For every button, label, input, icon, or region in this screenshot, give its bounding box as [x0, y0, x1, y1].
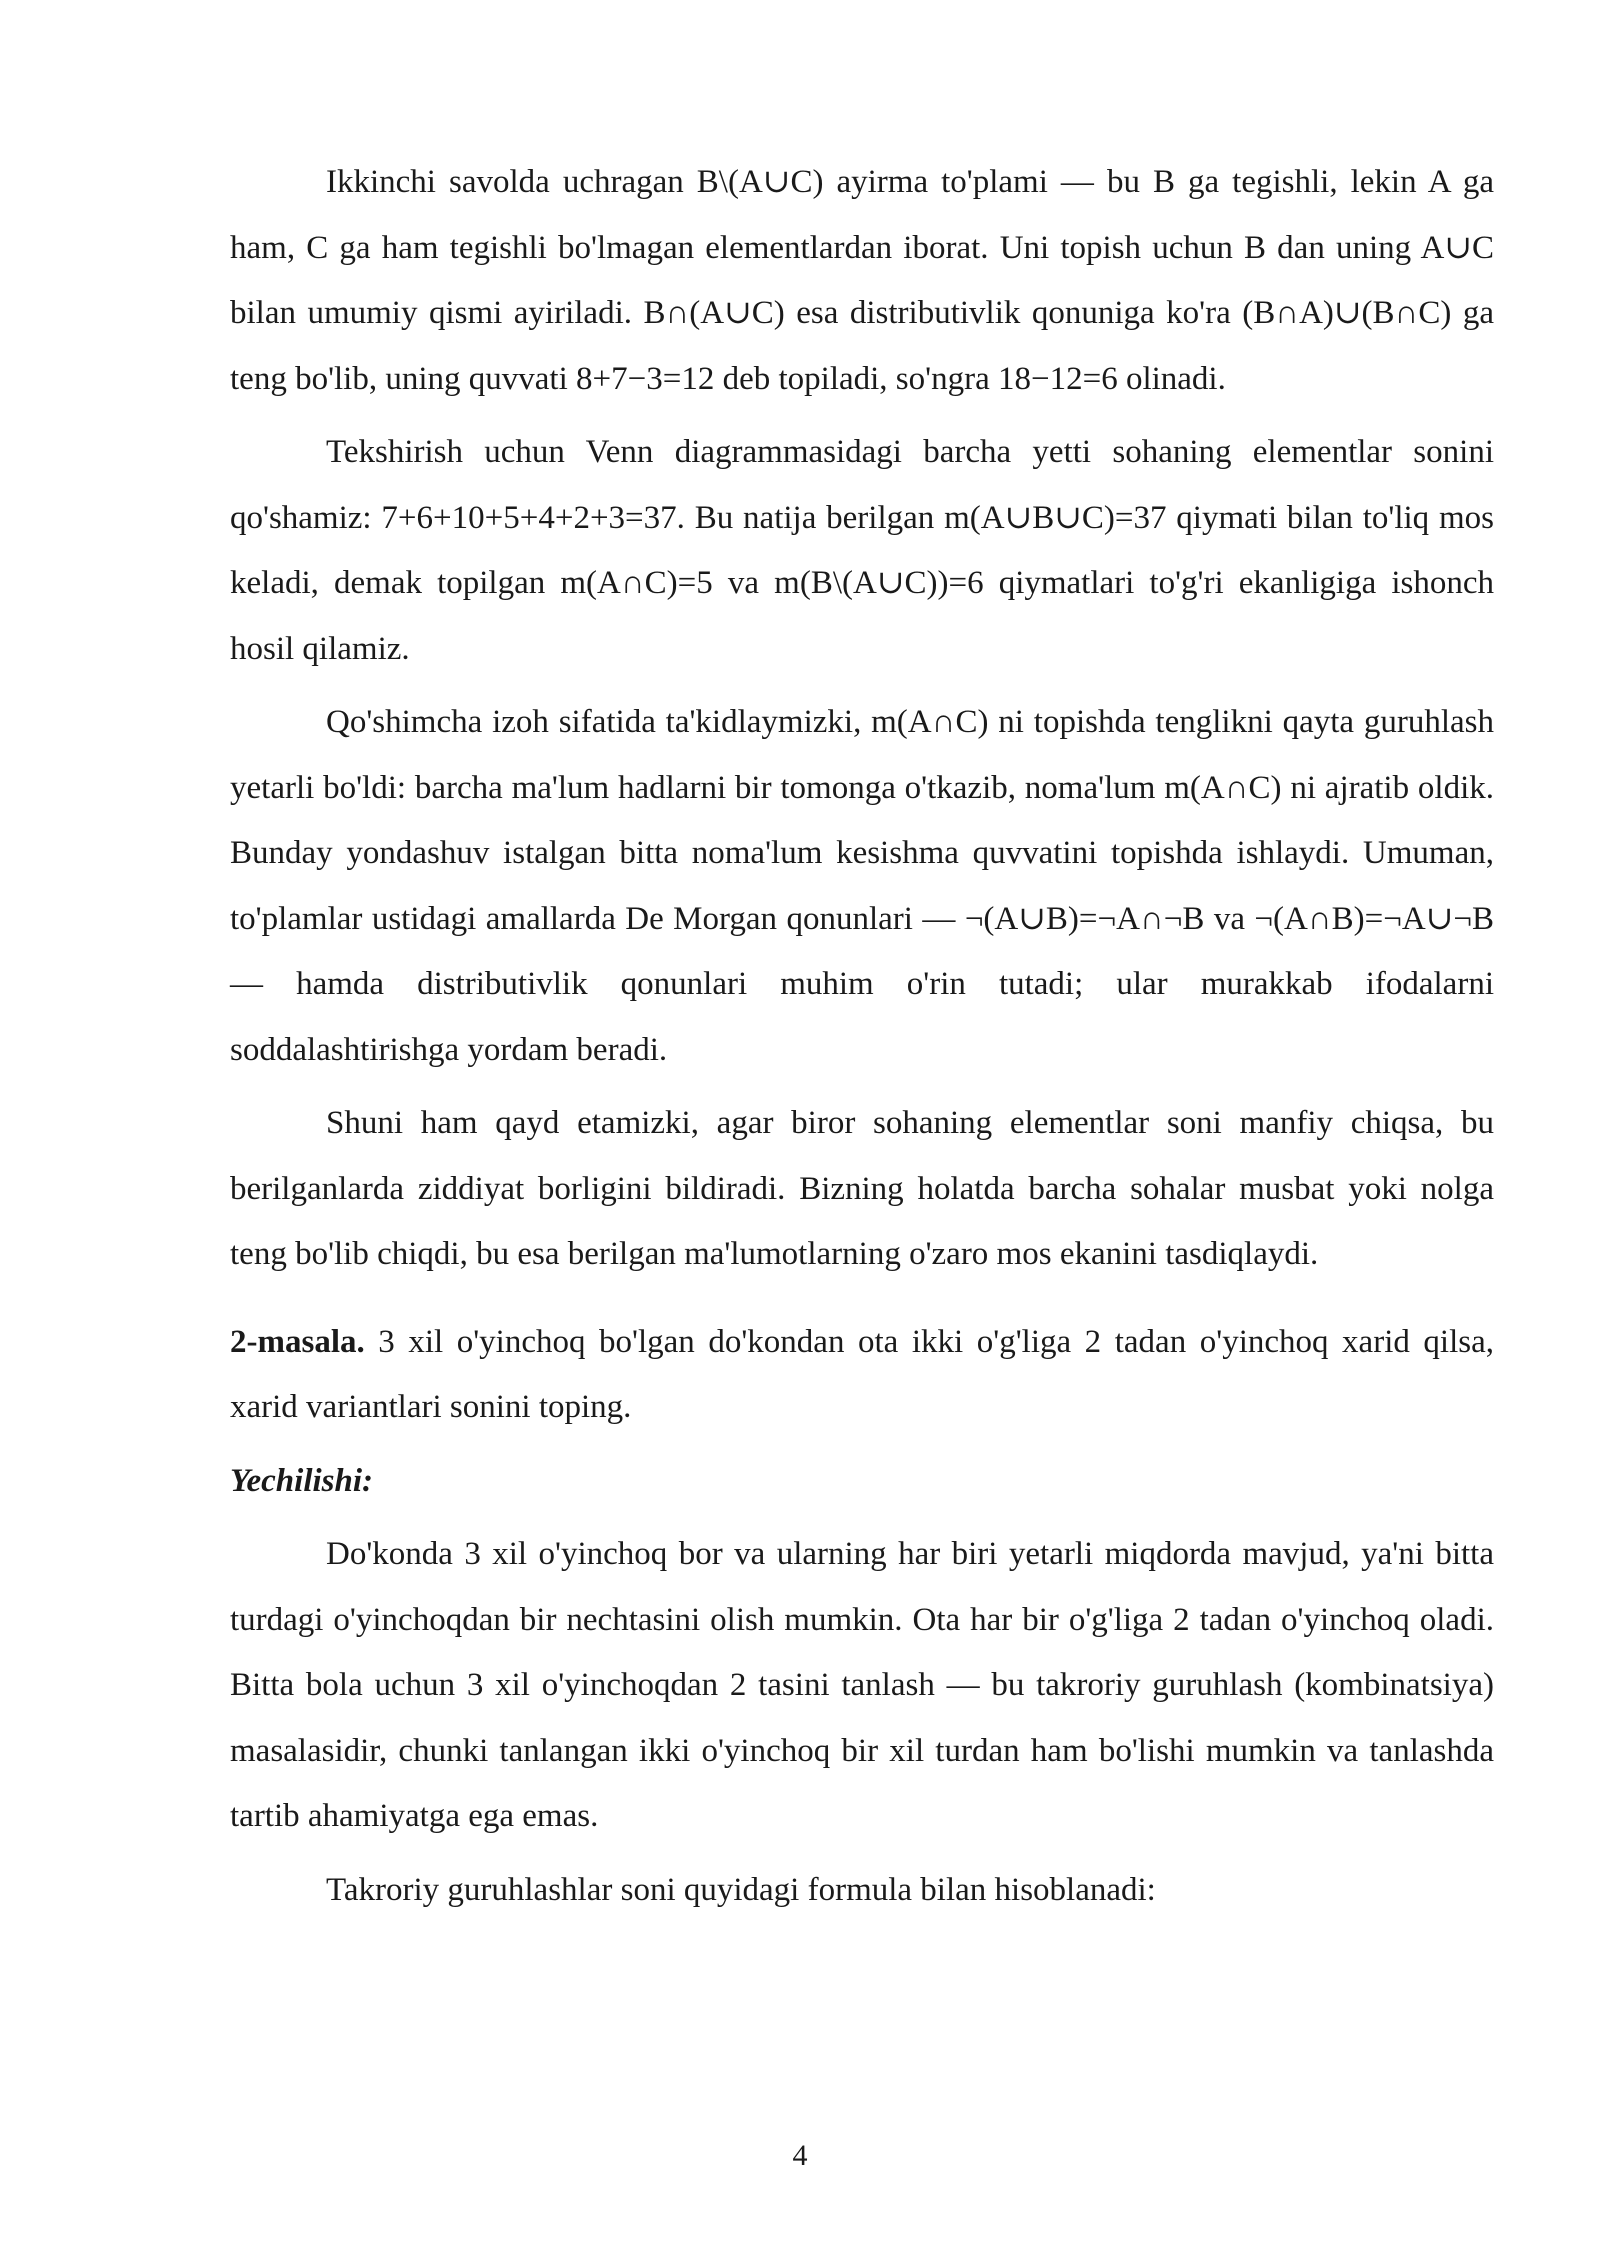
- paragraph-set-difference: Ikkinchi savolda uchragan B\(A∪C) ayirma to'plami — bu B ga tegishli, lekin A ga ham, C ga ham tegishli bo'lmagan elementlardan iborat. Uni topish uchun B dan uning A∪C bilan umumiy qismi ayiriladi. B∩(A∪C) esa distributivlik qonuniga ko'ra (B∩A)∪(B∩C) ga teng bo'lib, uning quvvati 8+7−3=12 deb topiladi, so'ngra 18−12=6 olinadi.: [230, 164, 1494, 397]
- problem-text: 3 xil o'yinchoq bo'lgan do'kondan ota ikki o'g'liga 2 tadan o'yinchoq xarid qilsa, xarid variantlari sonini toping.: [230, 1323, 1494, 1425]
- paragraph-de-morgan-note: Qo'shimcha izoh sifatida ta'kidlaymizki, m(A∩C) ni topishda tenglikni qayta guruhlash yetarli bo'ldi: barcha ma'lum hadlarni bir tomonga o'tkazib, noma'lum m(A∩C) ni ajratib oldik. Bunday yondashuv istalgan bitta noma'lum kesishma quvvatini topishda ishlaydi. Umuman, to'plamlar ustidagi amallarda De Morgan qonunlari — ¬(A∪B)=¬A∩¬B va ¬(A∩B)=¬A∪¬B — hamda distributivlik qonunlari muhim o'rin tutadi; ular murakkab ifodalarni soddalashtirishga yordam beradi.: [230, 704, 1494, 1068]
- paragraph-formula-intro: Takroriy guruhlashlar soni quyidagi formula bilan hisoblanadi:: [326, 1871, 1156, 1908]
- paragraph-venn-check: Tekshirish uchun Venn diagrammasidagi barcha yetti sohaning elementlar sonini qo'shamiz: 7+6+10+5+4+2+3=37. Bu natija berilgan m(A∪B∪C)=37 qiymati bilan to'liq mos keladi, demak topilgan m(A∩C)=5 va m(B\(A∪C))=6 qiymatlari to'g'ri ekanligiga ishonch hosil qilamiz.: [230, 434, 1494, 667]
- page-number: 4: [792, 2139, 808, 2172]
- problem-label: 2-masala.: [230, 1323, 365, 1360]
- problem-statement: [230, 1310, 1494, 1441]
- page-content: [230, 150, 1494, 1923]
- solution-heading: Yechilishi:: [230, 1462, 374, 1499]
- paragraph-toy-shop: Do'konda 3 xil o'yinchoq bor va ularning har biri yetarli miqdorda mavjud, ya'ni bitta turdagi o'yinchoqdan bir nechtasini olish mumkin. Ota har bir o'g'liga 2 tadan o'yinchoq oladi. Bitta bola uchun 3 xil o'yinchoqdan 2 tasini tanlash — bu takroriy guruhlash (kombinatsiya) masalasidir, chunki tanlangan ikki o'yinchoq bir xil turdan ham bo'lishi mumkin va tanlashda tartib ahamiyatga ega emas.: [230, 1536, 1494, 1834]
- paragraph-negative-region-note: Shuni ham qayd etamizki, agar biror sohaning elementlar soni manfiy chiqsa, bu berilganlarda ziddiyat borligini bildiradi. Bizning holatda barcha sohalar musbat yoki nolga teng bo'lib chiqdi, bu esa berilgan ma'lumotlarning o'zaro mos ekanini tasdiqlaydi.: [230, 1105, 1494, 1272]
